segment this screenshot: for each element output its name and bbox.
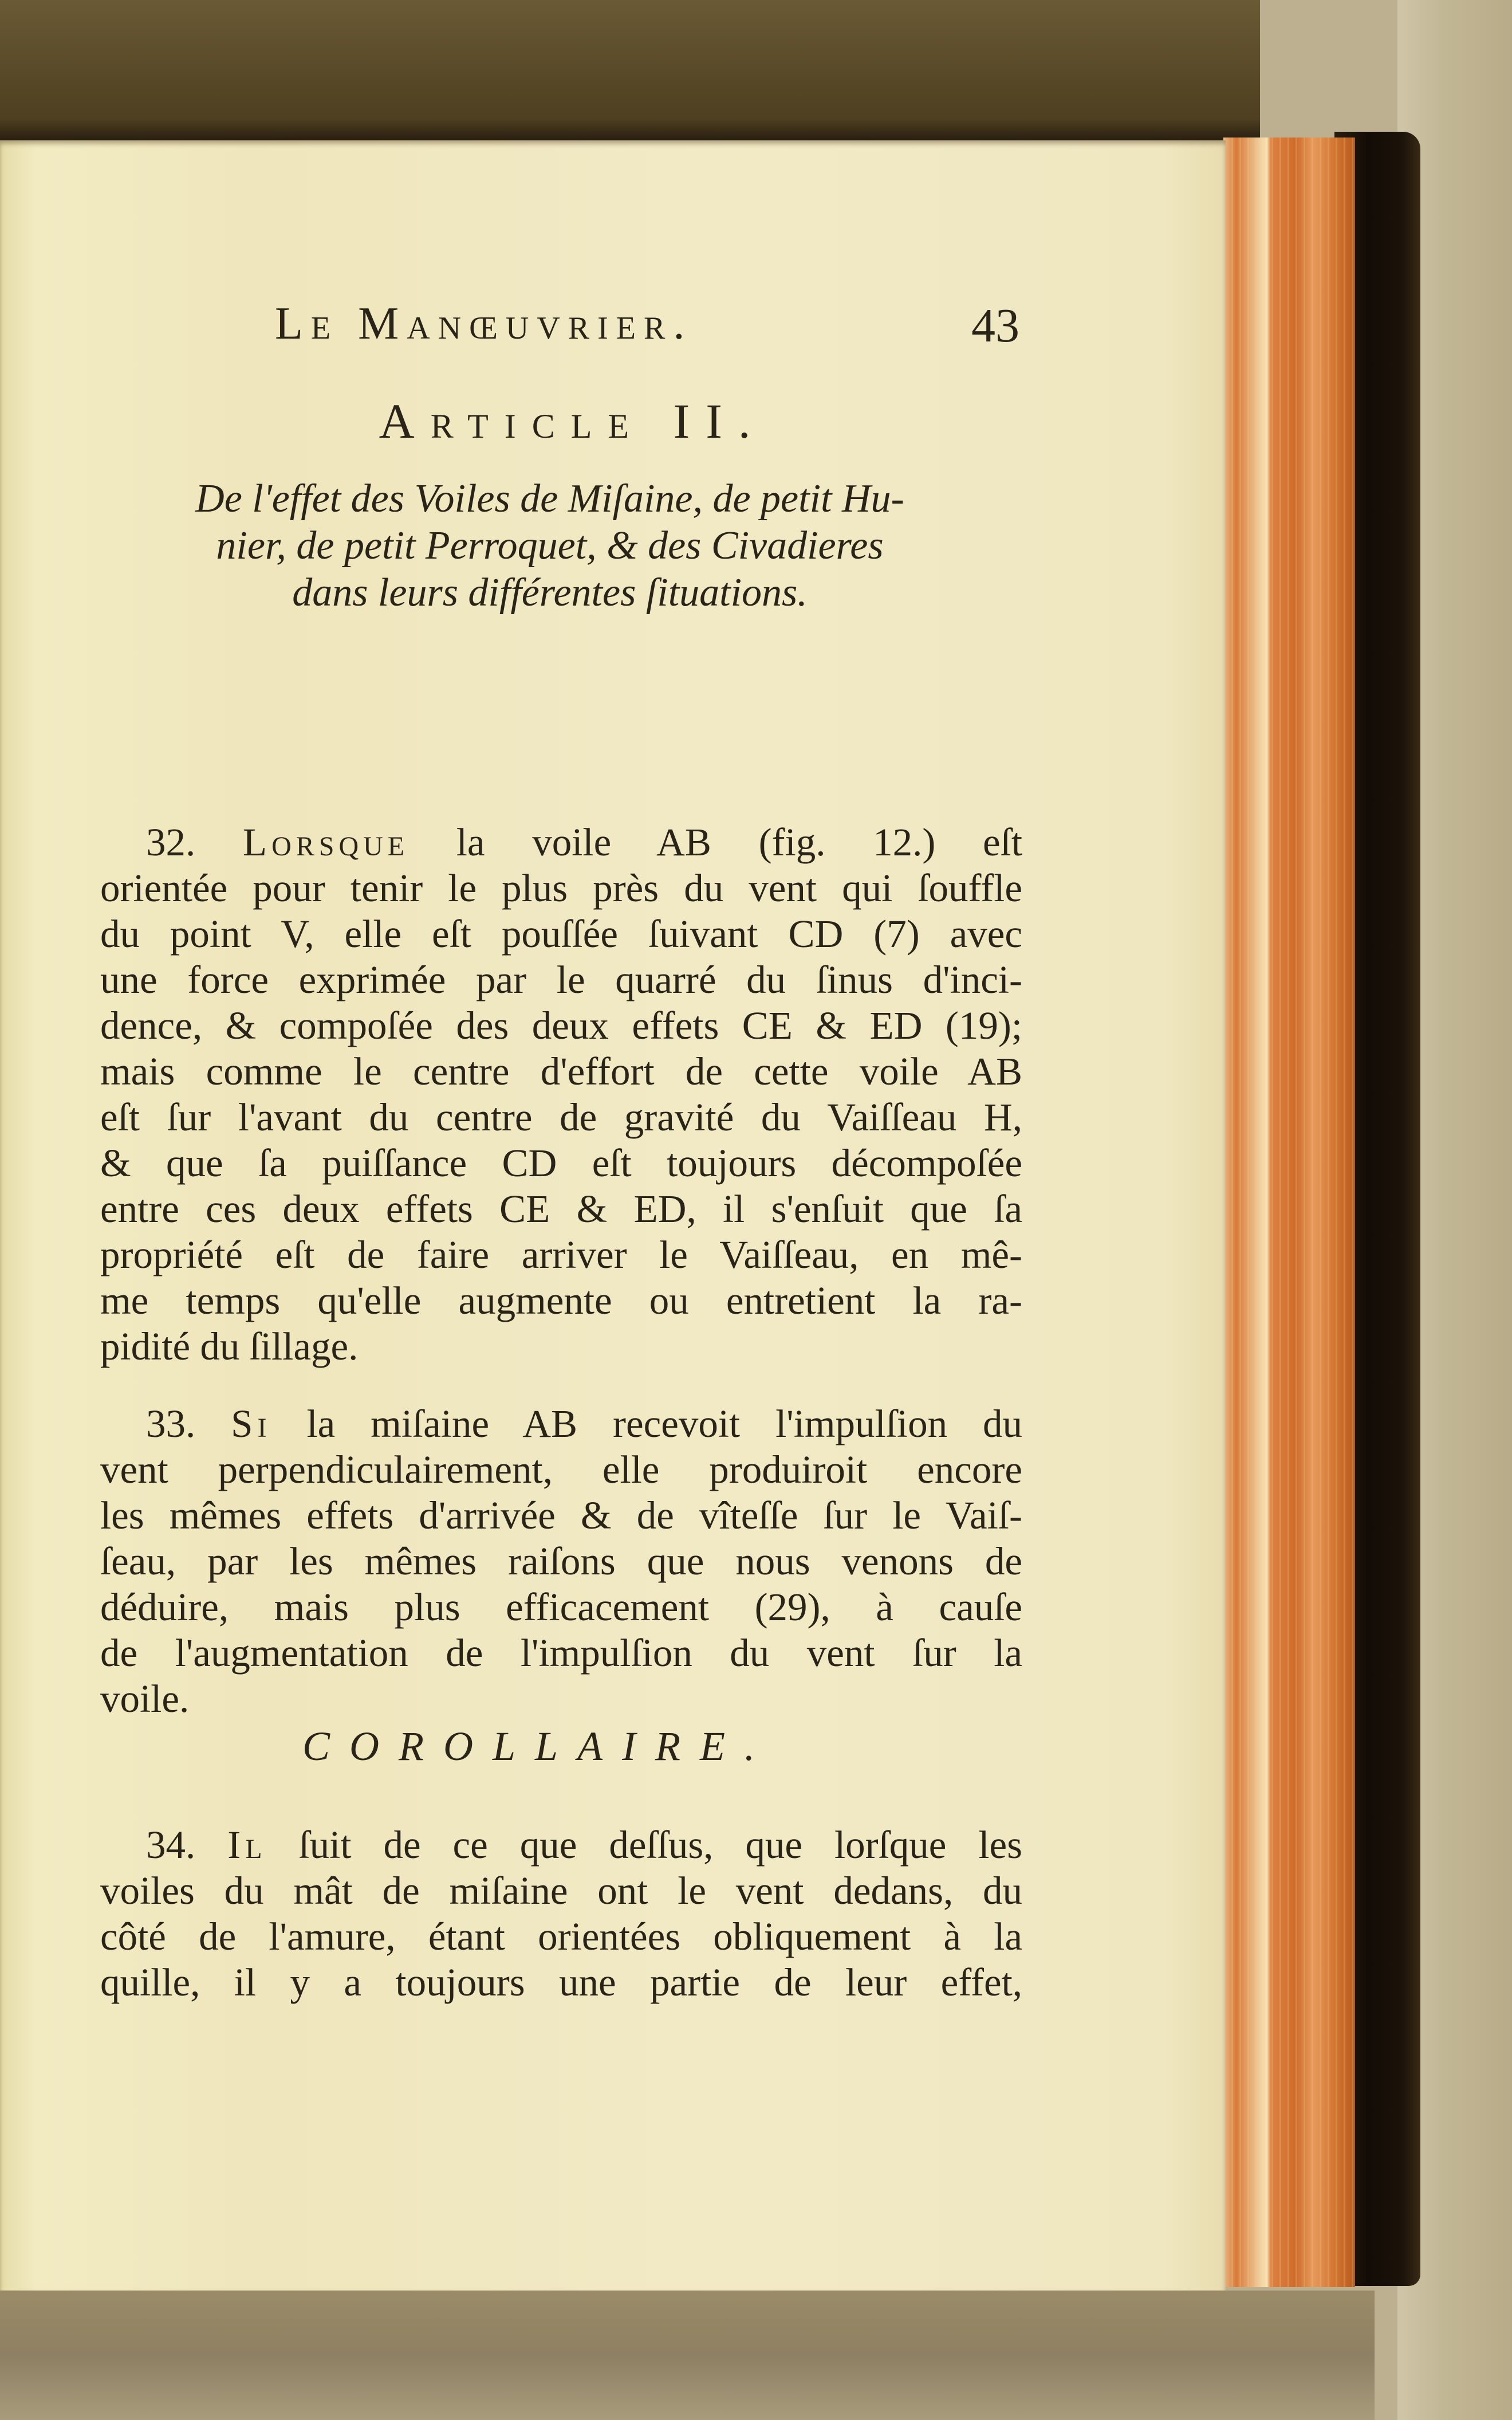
subtitle-line: nier, de petit Perroquet, & des Civadieres bbox=[216, 524, 884, 568]
paragraph-line-text: la voile AB (fig. 12.) eſt bbox=[456, 820, 1022, 864]
paragraph-34 bbox=[100, 1822, 1022, 2005]
paragraph-line: voiles du mât de miſaine ont le vent dedans, du bbox=[100, 1869, 1022, 1912]
book-page bbox=[0, 140, 1226, 2291]
paragraph-line bbox=[100, 1401, 1022, 1447]
article-subtitle bbox=[80, 476, 1019, 616]
paragraph-line: orientée pour tenir le plus près du vent qui ſouffle bbox=[100, 866, 1022, 910]
paragraph-line: eſt ſur l'avant du centre de gravité du Vaiſſeau H, bbox=[100, 1095, 1022, 1139]
paragraph-line: les mêmes effets d'arrivée & de vîteſſe ſur le Vaiſ- bbox=[100, 1494, 1022, 1537]
subtitle-line: De l'effet des Voiles de Miſaine, de petit Hu- bbox=[195, 477, 904, 521]
paragraph-line: côté de l'amure, étant orientées obliquement à la bbox=[100, 1915, 1022, 1958]
page-number: 43 bbox=[971, 299, 1019, 352]
paragraph-line: entre ces deux effets CE & ED, il s'enſuit que ſa bbox=[100, 1187, 1022, 1231]
corollary-heading: COROLLAIRE. bbox=[302, 1723, 774, 1769]
paragraph-line: de l'augmentation de l'impulſion du vent ſur la bbox=[100, 1631, 1022, 1675]
paragraph-33 bbox=[100, 1401, 1022, 1722]
paragraph-lead-word: Il bbox=[227, 1823, 267, 1867]
paragraph-number: 33. bbox=[146, 1402, 196, 1445]
paragraph-line: pidité du ſillage. bbox=[100, 1325, 359, 1368]
paragraph-lead-word: Si bbox=[231, 1402, 271, 1445]
background-top bbox=[0, 0, 1260, 140]
paragraph-number: 32. bbox=[146, 820, 196, 864]
paragraph-line bbox=[100, 1822, 1022, 1868]
paragraph-line-text: ſuit de ce que deſſus, que lorſque les bbox=[298, 1823, 1023, 1867]
book-fore-edge bbox=[1223, 138, 1355, 2287]
paragraph-line bbox=[100, 819, 1022, 865]
paragraph-line-text: la miſaine AB recevoit l'impulſion du bbox=[306, 1402, 1022, 1445]
paragraph-line: mais comme le centre d'effort de cette voile AB bbox=[100, 1050, 1022, 1093]
paragraph-line: déduire, mais plus efficacement (29), à cauſe bbox=[100, 1585, 1022, 1629]
running-title: Le Manœuvrier. bbox=[275, 298, 693, 349]
paragraph-line: quille, il y a toujours une partie de leur effet, bbox=[100, 1961, 1022, 2004]
paragraph-line: une force exprimée par le quarré du ſinus d'inci- bbox=[100, 958, 1022, 1001]
article-heading: Article II. bbox=[379, 394, 767, 449]
paragraph-line: propriété eſt de faire arriver le Vaiſſeau, en mê- bbox=[100, 1233, 1022, 1276]
paragraph-lead-word: Lorsque bbox=[242, 820, 410, 864]
paragraph-32 bbox=[100, 819, 1022, 1369]
paragraph-line: voile. bbox=[100, 1677, 190, 1720]
paragraph-line: me temps qu'elle augmente ou entretient la ra- bbox=[100, 1279, 1022, 1322]
paragraph-line: ſeau, par les mêmes raiſons que nous venons de bbox=[100, 1539, 1022, 1583]
paragraph-number: 34. bbox=[146, 1823, 196, 1867]
paragraph-line: & que ſa puiſſance CD eſt toujours décompoſée bbox=[100, 1141, 1022, 1185]
running-head bbox=[275, 298, 1019, 361]
background-bottom bbox=[0, 2291, 1375, 2420]
subtitle-line: dans leurs différentes ſituations. bbox=[292, 571, 808, 615]
paragraph-line: vent perpendiculairement, elle produiroit encore bbox=[100, 1448, 1022, 1491]
paragraph-line: dence, & compoſée des deux effets CE & ED (19); bbox=[100, 1004, 1022, 1047]
paragraph-line: du point V, elle eſt pouſſée ſuivant CD (7) avec bbox=[100, 912, 1022, 956]
